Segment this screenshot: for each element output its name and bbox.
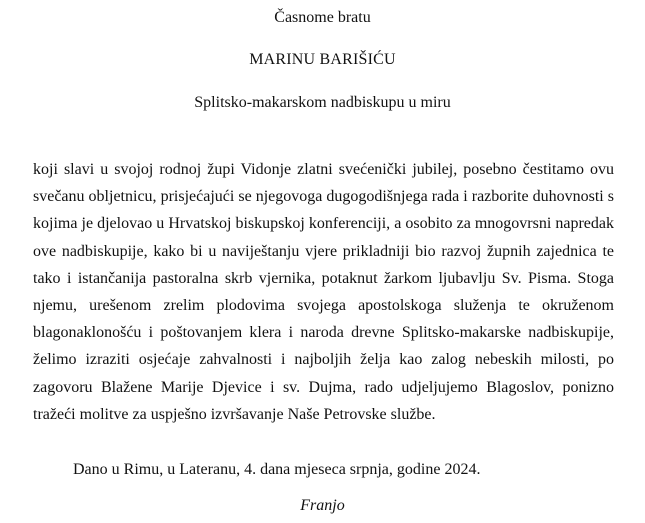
letter-body: koji slavi u svojoj rodnoj župi Vidonje zlatni svećenički jubilej, posebno čestitamo ovu svečanu obljetnicu, prisjećajući se njegovoga dugogodišnjega rada i razborite duhovnosti s kojima je djelovao u Hrvatskoj biskupskoj konferenciji, a osobito za mnogovrsni napredak ove nadbiskupije, kako bi u naviještanju vjere prikladniji bio razvoj župnih zajednica te tako i istančanija pastoralna skrb vjernika, potaknut žarkom ljubavlju Sv. Pisma. Stoga njemu, urešenom zrelim plodovima svojega apostolskoga služenja te okruženom blagonaklonošću i poštovanjem klera i naroda drevne Splitsko-makarske nadbiskupije, želimo izraziti osjećaje zahvalnosti i najboljih želja kao zalog nebeskih milosti, po zagovoru Blažene Marije Djevice i sv. Dujma, rado udjeljujemo Blagoslov, ponizno tražeći molitve za uspješno izvršavanje Naše Petrovske službe. <box>33 161 614 423</box>
salutation: Časnome bratu <box>274 9 371 26</box>
recipient-name: MARINU BARIŠIĆU <box>249 51 396 68</box>
recipient-office: Splitsko-makarskom nadbiskupu u miru <box>194 94 451 111</box>
signature: Franjo <box>300 497 345 514</box>
closing-date-line: Dano u Rimu, u Lateranu, 4. dana mjeseca srpnja, godine 2024. <box>73 461 481 478</box>
